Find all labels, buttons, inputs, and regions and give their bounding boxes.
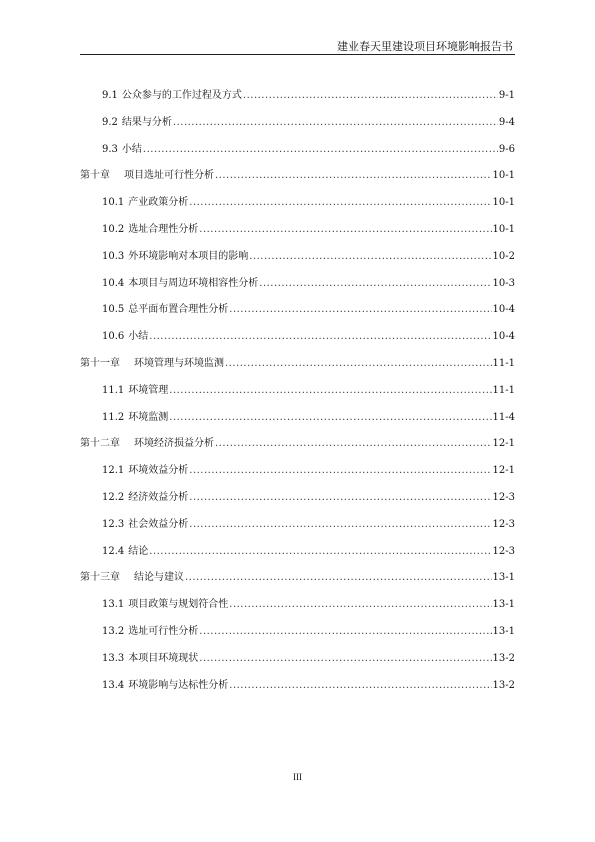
dot-leader [169,412,491,424]
toc-entry-title: 社会效益分析 [128,518,189,530]
toc-entry-number: 第十章 [80,170,110,182]
toc-page-number: 12-3 [492,492,515,503]
dot-leader [189,197,491,209]
toc-page-number: 10-1 [492,197,515,209]
toc-page-number: 12-3 [492,518,515,530]
dot-leader [259,278,491,290]
toc-page-number: 9-6 [498,143,515,155]
toc-page-number: 9-1 [498,90,515,101]
toc-entry-number: 10.3 [102,250,125,262]
dot-leader [225,358,492,370]
toc-entry-text [102,519,189,531]
toc-entry-text [102,251,249,263]
toc-page-number: 10-2 [492,250,515,262]
toc-entry-title: 公众参与的工作过程及方式 [121,90,242,101]
toc-entry-number: 11.2 [102,411,125,423]
toc-entry-number: 13.2 [102,626,125,637]
toc-page-number: 13-1 [492,572,515,584]
toc-section-entry[interactable] [102,517,515,531]
dot-leader [229,304,491,316]
toc-entry-title: 产业政策分析 [128,197,189,209]
toc-page-number: 10-3 [492,277,515,289]
page-number: III [293,772,302,782]
toc-section-entry[interactable] [102,249,515,263]
toc-page-number: 10-4 [492,304,515,316]
toc-section-entry[interactable] [102,88,515,102]
toc-entry-number: 10.6 [102,331,125,343]
toc-page-number: 11-1 [492,384,515,396]
toc-section-entry[interactable] [102,222,515,236]
toc-chapter-entry[interactable] [80,168,515,182]
toc-page-number: 12-3 [492,545,515,557]
toc-entry-number: 11.1 [102,384,125,396]
toc-page-number: 10-4 [492,331,515,343]
toc-section-entry[interactable] [102,624,515,638]
toc-section-entry[interactable] [102,410,515,424]
toc-entry-text [102,385,169,397]
toc-entry-number: 10.4 [102,277,125,289]
toc-section-entry[interactable] [102,544,515,558]
toc-page-number: 11-4 [492,411,515,423]
toc-entry-title: 环境管理 [128,384,169,396]
toc-entry-text [102,492,189,504]
toc-page-number: 13-2 [492,652,515,664]
toc-entry-text [102,412,169,424]
dot-leader [215,170,492,182]
toc-entry-text [102,224,199,236]
toc-page-number: 10-1 [492,224,515,235]
toc-entry-title: 环境影响与达标性分析 [128,679,229,691]
toc-entry-text [102,304,229,316]
toc-entry-title: 小结 [128,331,149,343]
toc-section-entry[interactable] [102,651,515,665]
toc-entry-number: 第十一章 [80,358,120,369]
toc-entry-title: 本项目环境现状 [128,652,199,664]
toc-page-number: 12-1 [492,465,515,477]
toc-entry-text [102,90,243,102]
toc-section-entry[interactable] [102,302,515,316]
document-title: 建业春天里建设项目环境影响报告书 [337,40,513,53]
dot-leader [189,519,491,531]
toc-entry-title: 环境监测 [128,411,169,423]
toc-entry-text [102,144,143,156]
dot-leader [169,385,491,397]
toc-entry-text [80,572,185,584]
toc-entry-text [102,599,229,611]
toc-entry-title: 小结 [121,143,142,155]
toc-entry-title: 选址可行性分析 [128,626,199,637]
toc-page-number: 9-4 [498,116,515,128]
dot-leader [199,626,491,638]
toc-entry-text [102,626,199,638]
toc-entry-number: 13.3 [102,652,125,664]
toc-entry-title: 环境经济损益分析 [134,438,214,450]
toc-entry-text [102,465,189,477]
dot-leader [189,492,491,504]
dot-leader [199,224,491,236]
toc-entry-text [102,197,189,209]
toc-page-number: 13-1 [492,626,515,637]
toc-entry-number: 10.5 [102,304,125,316]
toc-entry-title: 外环境影响对本项目的影响 [128,250,249,262]
toc-entry-title: 选址合理性分析 [128,224,199,235]
toc-chapter-entry[interactable] [80,436,515,450]
toc-section-entry[interactable] [102,490,515,504]
toc-page-number: 11-1 [492,358,515,369]
page-header [80,34,515,55]
dot-leader [229,680,491,692]
toc-entry-text [80,438,215,450]
toc-entry-title: 环境管理与环境监测 [134,358,224,369]
dot-leader [215,438,492,450]
toc-entry-text [102,117,173,129]
toc-section-entry[interactable] [102,276,515,290]
toc-section-entry[interactable] [102,383,515,397]
toc-entry-number: 10.2 [102,224,125,235]
toc-entry-title: 总平面布置合理性分析 [128,304,229,316]
toc-entry-number: 12.3 [102,518,125,530]
toc-section-entry[interactable] [102,463,515,477]
dot-leader [143,144,498,156]
toc-section-entry[interactable] [102,329,515,343]
toc-section-entry[interactable] [102,195,515,209]
toc-entry-number: 10.1 [102,197,125,209]
toc-entry-number: 12.1 [102,465,125,477]
toc-chapter-entry[interactable] [80,356,515,370]
toc-entry-number: 第十二章 [80,438,120,450]
toc-entry-text [102,546,149,558]
toc-entry-number: 13.1 [102,599,125,611]
toc-entry-number: 12.4 [102,545,125,557]
toc-entry-number: 9.1 [102,90,118,101]
toc-entry-title: 本项目与周边环境相容性分析 [128,277,259,289]
toc-entry-text [80,358,225,370]
toc-entry-text [102,653,199,665]
toc-entry-number: 9.3 [102,143,118,155]
dot-leader [189,465,491,477]
toc-section-entry[interactable] [102,142,515,156]
toc-chapter-entry[interactable] [80,570,515,584]
toc-entry-title: 环境效益分析 [128,465,189,477]
dot-leader [173,117,498,129]
toc-page-number: 13-2 [492,679,515,691]
toc-entry-title: 项目选址可行性分析 [124,170,214,182]
dot-leader [185,572,492,584]
dot-leader [229,599,491,611]
dot-leader [243,90,498,102]
toc-entry-text [80,170,215,182]
toc-entry-number: 13.4 [102,679,125,691]
toc-entry-text [102,331,149,343]
toc-entry-text [102,680,229,692]
toc-entry-text [102,278,259,290]
toc-entry-number: 9.2 [102,116,118,128]
toc-page-number: 12-1 [492,438,515,450]
toc-section-entry[interactable] [102,678,515,692]
toc-entry-title: 经济效益分析 [128,492,189,503]
toc-section-entry[interactable] [102,597,515,611]
toc-page-number: 10-1 [492,170,515,182]
toc-entry-title: 结论 [128,545,149,557]
toc-entry-number: 第十三章 [80,572,120,584]
toc-entry-title: 项目政策与规划符合性 [128,599,229,611]
toc-section-entry[interactable] [102,115,515,129]
toc-entry-title: 结果与分析 [121,116,172,128]
dot-leader [149,546,491,558]
dot-leader [199,653,491,665]
dot-leader [249,251,491,263]
toc-page-number: 13-1 [492,599,515,611]
dot-leader [149,331,491,343]
toc-entry-title: 结论与建议 [134,572,184,584]
toc-entry-number: 12.2 [102,492,125,503]
